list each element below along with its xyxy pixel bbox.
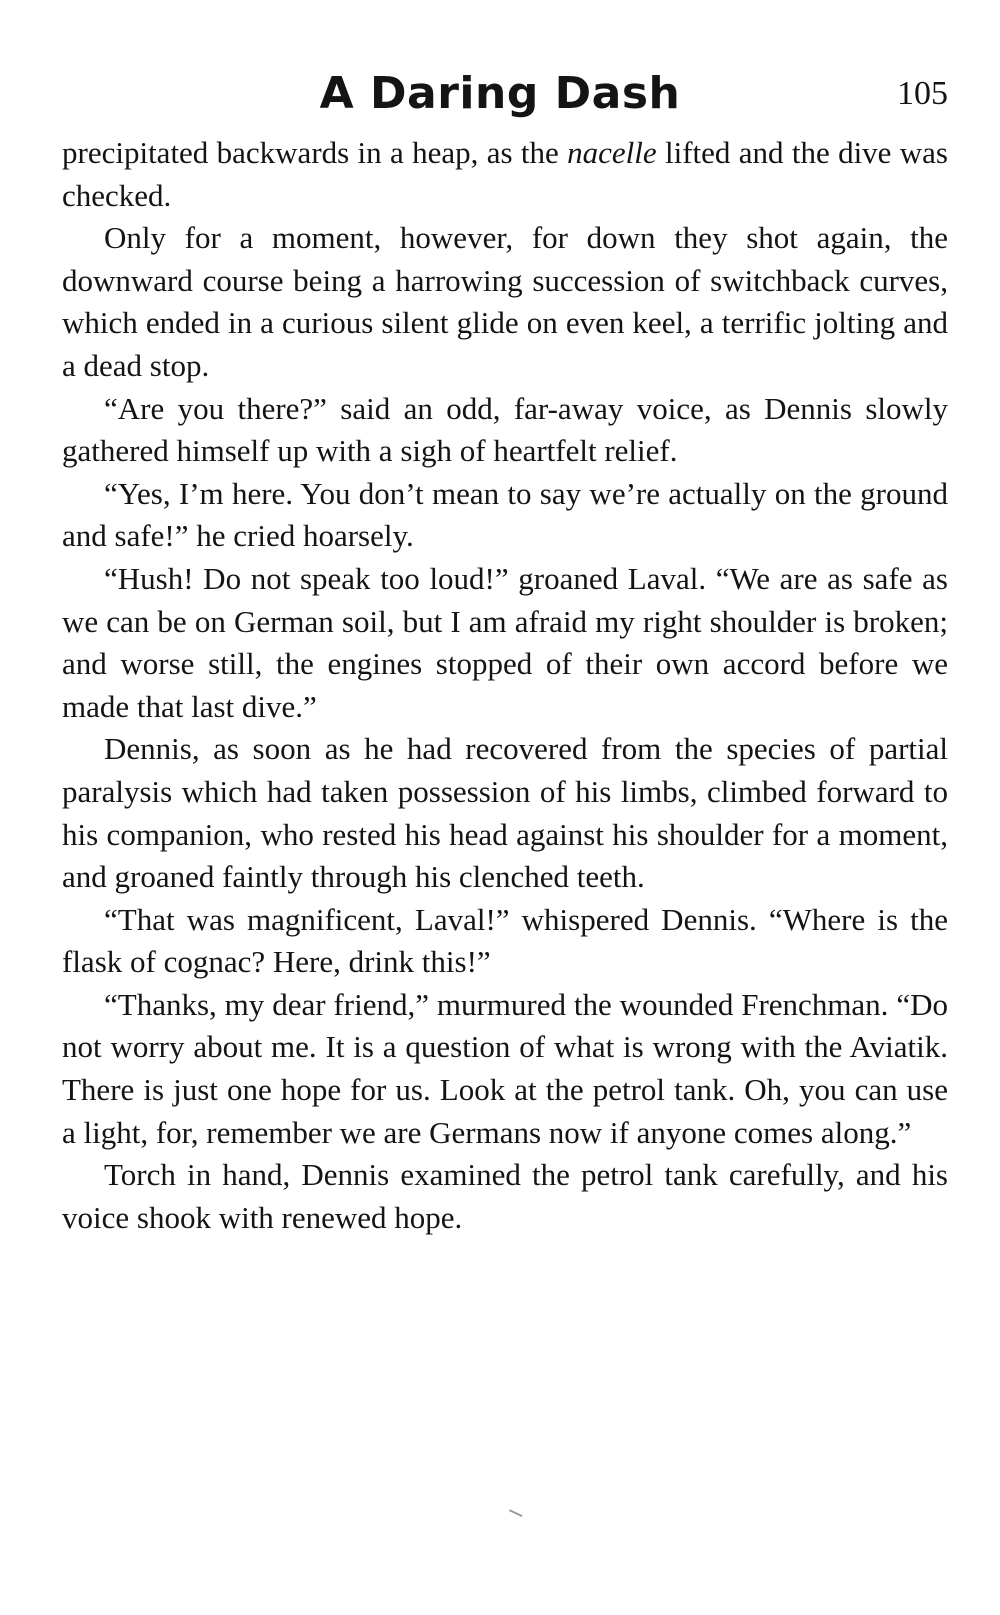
page-number: 105 [897,75,948,112]
paragraph: Torch in hand, Dennis examined the petrol tank carefully, and his voice shook with renewed hope. [62,1157,948,1235]
chapter-title: A Daring Dash [319,68,681,119]
paragraph: “Are you there?” said an odd, far-away voice, as Dennis slowly gathered himself up with a sigh of heartfelt relief. [62,390,948,469]
paragraph [62,132,948,217]
ink-speck [507,1509,522,1520]
paragraph: “Thanks, my dear friend,” murmured the wounded Frenchman. “Do not worry about me. It is a question of what is wrong with the Aviatik. There is just one hope for us. Look at the petrol tank. Oh, you can use a light, for, remember we are Germans now if anyone comes along.” [62,986,948,1150]
running-header [0,62,1000,126]
paragraph-text: precipitated backwards in a heap, as the [62,135,568,170]
paragraph: “Hush! Do not speak too loud!” groaned Laval. “We are as safe as we can be on German soil, but I am afraid my right shoulder is broken; and worse still, the engines stopped of their own accord before we made that last dive.” [62,560,948,724]
italic-word: nacelle [567,135,657,170]
paragraph-text: lifted and the dive was checked. [62,135,949,213]
paragraph: Dennis, as soon as he had recovered from the species of partial paralysis which had taken possession of his limbs, climbed forward to his companion, who rested his head against his shoulder for a moment, and groaned faintly through his clenched teeth. [62,731,948,895]
paragraph: “That was magnificent, Laval!” whispered Dennis. “Where is the flask of cognac? Here, drink this!” [62,901,948,980]
body-text [62,132,948,1239]
paragraph: “Yes, I’m here. You don’t mean to say we’re actually on the ground and safe!” he cried hoarsely. [62,475,948,554]
paragraph: Only for a moment, however, for down they shot again, the downward course being a harrowing succession of switchback curves, which ended in a curious silent glide on even keel, a terrific jolting and a dead stop. [62,220,948,383]
